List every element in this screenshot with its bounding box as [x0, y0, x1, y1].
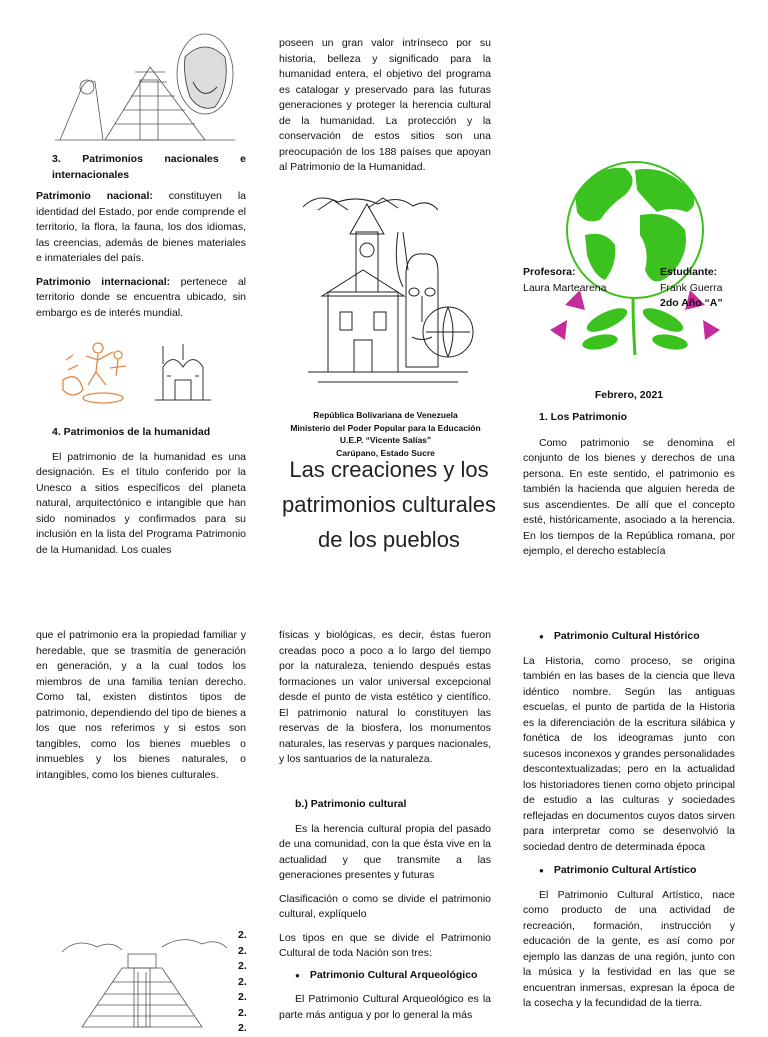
paragraph-arqueologico: El Patrimonio Cultural Arqueológico es la parte más antigua y por lo general la más	[279, 993, 491, 1021]
label-internacional: Patrimonio internacional:	[36, 275, 171, 288]
dance-icon	[58, 340, 133, 405]
grado-label: 2do Año “A”	[660, 297, 723, 309]
list-marker: 2.	[238, 944, 247, 957]
heading-cultural-historico: ● Patrimonio Cultural Histórico	[523, 629, 735, 645]
paragraph-historico: La Historia, como proceso, se origina también en las bases de la ciencia que lleva idéntico nombre. Según las antiguas escuelas, el punto de partida de la Historia es la diferenciación de la escritura silábica y fonética de los ideogramas junto con sucesos inconexos y grandes personalidades descontextualizadas; pero en la actualidad los historiadores tienen como objeto principal de estudio a las culturas y sociedades reflejadas en documentos cuyos datos sirven para interpretar como se desenvolvió la sociedad dentro de determinada época	[523, 654, 735, 853]
heading-cultural-arqueologico: ● Patrimonio Cultural Arqueológico	[279, 968, 491, 984]
heading-patrimonios-nacionales: 3. Patrimonios nacionales e internacionales	[52, 153, 246, 181]
paragraph-clasificacion: Clasificación o como se divide el patrimonio cultural, explíquelo	[279, 892, 491, 920]
institution-line-location: Carúpano, Estado Sucre	[336, 447, 435, 458]
heritage-collage-illustration	[298, 192, 478, 402]
list-marker: 2.	[238, 1022, 247, 1034]
profesora-name: Laura Martearena	[523, 281, 607, 294]
paragraph-fisicas-biologicas: físicas y biológicas, es decir, éstas fueron creadas poco a poco a lo largo del tiempo por la naturaleza, teniendo después estas formaciones un valor universal excepcional desde el punto de vista estético y científico. El patrimonio natural lo constituyen las reservas de la biosfera, los monumentos naturales, las reservas y parques nacionales, y los santuarios de la naturaleza.	[279, 629, 491, 765]
text-internacional: pertenece al territorio donde se encuentra ubicado, sin embargo es de interés mundial.	[36, 275, 246, 319]
heading-cultural-artistico: ● Patrimonio Cultural Artístico	[523, 863, 735, 879]
paragraph-internacional	[36, 275, 246, 322]
list-marker: 2.	[238, 960, 247, 972]
institution-line-ministerio: Ministerio del Poder Popular para la Educación	[290, 422, 481, 433]
paragraph-propiedad-familiar: que el patrimonio era la propiedad familiar y heredable, que se trasmitía de generación en generación, y a la cual todos los miembros de una familia tenían derecho. Como tal, existen distintos tipos de patrimonio, dependiendo del tipo de bienes a los que nos referimos y si estos son tangibles, como los bienes muebles o inmuebles y los bienes naturales, o intangibles, como los bienes culturales.	[36, 629, 246, 781]
profesora-label: Profesora:	[523, 266, 576, 278]
list-marker: 2.	[238, 1006, 247, 1019]
heading-patrimonios-humanidad: 4. Patrimonios de la humanidad	[52, 426, 211, 438]
list-marker: 2.	[238, 991, 247, 1003]
paragraph-nacional	[36, 189, 246, 267]
estudiante-label: Estudiante:	[660, 266, 718, 278]
numbered-list-markers	[238, 928, 247, 1037]
paragraph-herencia-cultural: Es la herencia cultural propia del pasado de una comunidad, con la que ésta vive en la actualidad y que transmite a las generaciones presentes y futuras	[279, 822, 491, 881]
institution-line-republica: República Bolivariana de Venezuela	[313, 410, 458, 420]
heading-los-patrimonio: 1. Los Patrimonio	[539, 411, 628, 423]
paragraph-humanidad: El patrimonio de la humanidad es una designación. Es el título conferido por la Unesco a sitios específicos del planeta natural, arquitectónico e intangible que han sido nominados y confirmados para su inclusión en la lista del Programa Patrimonio de la Humanidad. Los cuales	[36, 450, 246, 556]
text-nacional: constituyen la identidad del Estado, por ende comprende el territorio, la flora, la fauna, los dos idiomas, las creencias, además de bienes materiales e inmateriales del país.	[36, 190, 246, 264]
green-globe-plant-illustration	[545, 150, 725, 360]
paragraph-patrimonio: Como patrimonio se denomina el conjunto de los bienes y derechos de una persona. En este sentido, el patrimonio es también la hacienda que alguien hereda de sus ascendientes. De allí que el concepto esté, históricamente, asociado a la herencia. En los tiempos de la República romana, por ejemplo, el derecho establecía	[523, 436, 735, 557]
institution-line-school: U.E.P. “Vicente Salías”	[339, 435, 432, 445]
church-building-icon	[153, 342, 213, 402]
estudiante-name: Frank Guerra	[660, 281, 723, 294]
label-nacional: Patrimonio nacional:	[36, 190, 153, 202]
mayan-pyramid-illustration	[52, 932, 232, 1027]
list-marker: 2.	[238, 929, 247, 941]
brochure-title: Las creaciones y los patrimonios culturales de los pueblos	[282, 457, 496, 552]
paragraph-artistico: El Patrimonio Cultural Artístico, nace como producto de una actividad de recreación, formación, instrucción y educación de la gente, es así como por ejemplo las danzas de una región, junto con la música y la festividad en las que se encuentran inmersas, expresan la época de la cosecha y la fecundidad de la tierra.	[523, 888, 735, 1009]
paragraph-valor-intrinseco: poseen un gran valor intrínseco por su historia, belleza y significado para la humanidad entera, el objetivo del programa es catalogar y preservado para las futuras generaciones y proteger la herencia cultural de la humanidad. La protección y la conservación de estos sitios son una preocupación de los 188 países que apoyan al Patrimonio de la Humanidad.	[279, 37, 491, 173]
paragraph-tipos: Los tipos en que se divide el Patrimonio Cultural de toda Nación son tres:	[279, 931, 491, 959]
heading-patrimonio-cultural: b.) Patrimonio cultural	[295, 798, 407, 810]
list-marker: 2.	[238, 975, 247, 988]
pyramid-sphinx-illustration	[55, 32, 235, 142]
fecha: Febrero, 2021	[594, 389, 664, 401]
